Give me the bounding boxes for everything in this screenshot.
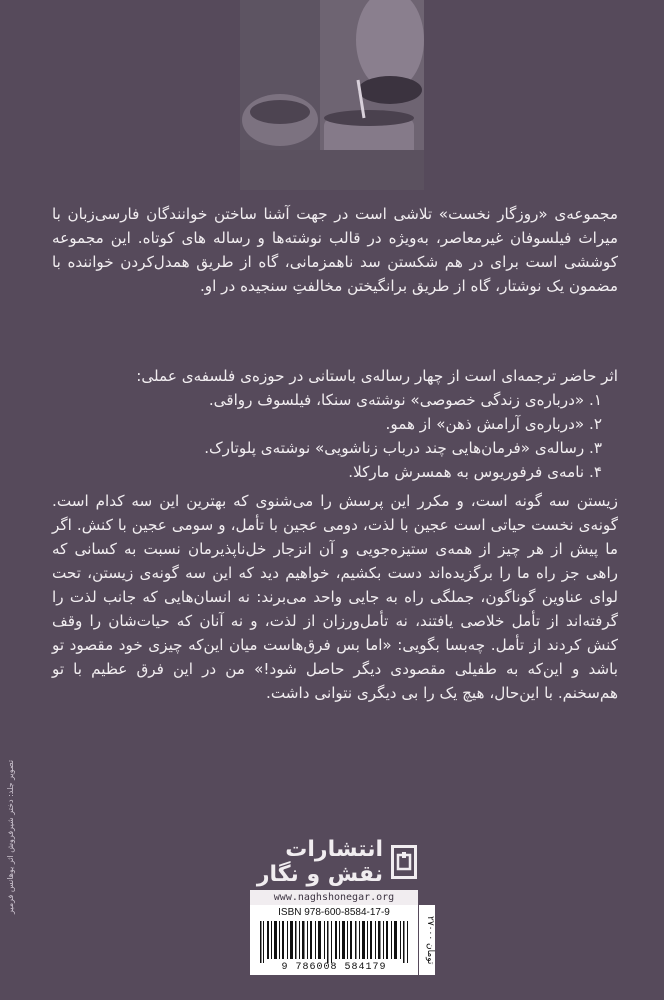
excerpt-paragraph: زیستن سه گونه است، و مکرر این پرسش را می‌شنوی که بهترین این سه کدام است. گونه‌ی نخست حیاتی است عجین با لذت، دومی عجین با تأمل، و سومی عجین با کنش. اگر ما پیش از هر چیز از همه‌ی ستیزه‌جویی و آن انزجار خل‌ناپذیرمان نسبت به کسانی که راهی جز راه ما را برگزیده‌اند دست بکشیم، خواهیم دید که این سه گونه‌ی زیستن، تحت لوای عناوین گوناگون، جملگی راه به جایی واحد می‌برند: نه انسان‌هایی که جانب لذت را گرفته‌اند از تأمل خلاصی یافتند، نه تأمل‌ورزان از لذت، و نه آنان که حیات‌شان را وقف کنش کردند از تأمل. چه‌بسا بگویی: «اما بس فرق‌هاست میان این‌که چیزی خود مقصود تو باشد و این‌که به طفیلی مقصودی دیگر حاصل شود!» من در این فرق عظیم با تو هم‌سخنم. با این‌حال، هیچ یک را بی دیگری نتوانی داشت. [52,492,618,702]
publisher-emblem-icon [391,845,417,879]
ean-number: 9 786008 584179 [281,962,387,973]
barcode-icon [258,921,410,963]
cover-painting [240,0,424,190]
series-introduction: مجموعه‌ی «روزگار نخست» تلاشی است در جهت آشنا ساختن خوانندگان فارسی‌زبان با میراث فیلسوفان غیرمعاصر، به‌ویژه در قالب نوشته‌ها و رساله‌ های کوتاه. این مجموعه کوششی است برای در هم شکستن سد ناهمزمانی، گاه از طریق همدل‌کردن خواننده با مضمون یک نوشتار، گاه از طریق برانگیختن مخالفتِ سنجیده در او. [52,205,618,295]
publisher-name: انتشارات نقش و نگار [256,837,383,887]
list-item: ۳. رساله‌ی «فرمان‌هایی چند درباب زناشویی» نوشته‌ی پلوتارک. [204,439,602,457]
translation-description [52,364,618,484]
price-label: ۲۷۰۰۰ تومان [419,905,435,975]
translation-lead: اثر حاضر ترجمه‌ای است از چهار رساله‌ی باستانی در حوزه‌ی فلسفه‌ی عملی: [136,367,618,385]
list-item: ۱. «درباره‌ی زندگی خصوصی» نوشته‌ی سنکا، فیلسوف رواقی. [208,391,602,409]
isbn-text: ISBN 978-600-8584-17-9 [278,907,390,918]
publisher-logo [247,838,417,886]
list-item: ۲. «درباره‌ی آرامش ذهن» از همو. [385,415,602,433]
barcode-label [250,905,418,975]
publisher-website: www.naghshonegar.org [250,890,418,906]
painting-detail-image [240,0,424,190]
cover-credit: تصویر جلد: دختر شیرفروش اثر یوهانس فرمیر [6,760,15,915]
list-item: ۴. نامه‌ی فرفوریوس به همسرش مارکلا. [348,463,602,481]
